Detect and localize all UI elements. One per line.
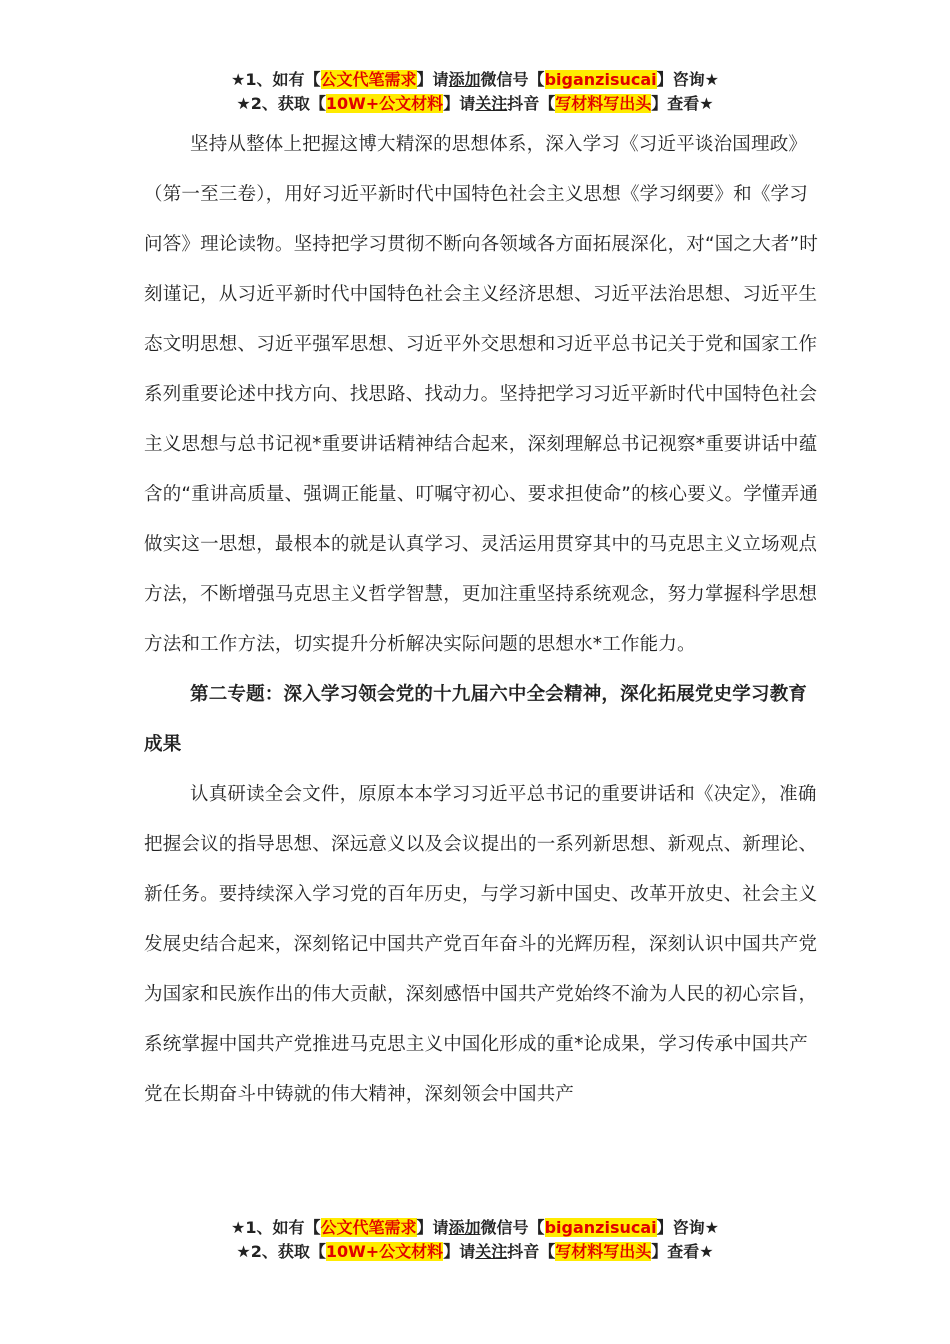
- banner-text: 微信号【: [480, 1218, 545, 1237]
- banner-line-2: [0, 1240, 950, 1264]
- banner-text: ★1、如有【: [231, 70, 321, 89]
- banner-underline: 添加: [448, 1218, 481, 1237]
- banner-highlight: 写材料写出头: [555, 94, 652, 113]
- banner-line-2: [0, 92, 950, 116]
- banner-text: 】查看★: [651, 1242, 714, 1261]
- document-body: [144, 120, 820, 1120]
- banner-highlight: biganzisucai: [544, 70, 657, 89]
- banner-highlight: 10W+公文材料: [325, 94, 444, 113]
- banner-text: 微信号【: [480, 70, 545, 89]
- paragraph-2: 认真研读全会文件，原原本本学习习近平总书记的重要讲话和《决定》，准确把握会议的指导思想、深远意义以及会议提出的一系列新思想、新观点、新理论、新任务。要持续深入学习党的百年历史，与学习新中国史、改革开放史、社会主义发展史结合起来，深刻铭记中国共产党百年奋斗的光辉历程，深刻认识中国共产党为国家和民族作出的伟大贡献，深刻感悟中国共产党始终不渝为人民的初心宗旨，系统掌握中国共产党推进马克思主义中国化形成的重*论成果，学习传承中国共产党在长期奋斗中铸就的伟大精神，深刻领会中国共产: [144, 784, 818, 1105]
- banner-highlight: 10W+公文材料: [325, 1242, 444, 1261]
- banner-text: 】查看★: [651, 94, 714, 113]
- banner-underline: 关注: [475, 94, 508, 113]
- banner-highlight: 写材料写出头: [555, 1242, 652, 1261]
- footer-banner: [0, 1216, 950, 1264]
- banner-text: ★1、如有【: [231, 1218, 321, 1237]
- banner-text: 】咨询★: [656, 70, 719, 89]
- banner-text: 】请: [416, 70, 449, 89]
- banner-highlight: 公文代笔需求: [320, 1218, 417, 1237]
- banner-highlight: 公文代笔需求: [320, 70, 417, 89]
- banner-text: ★2、获取【: [236, 94, 326, 113]
- header-banner: [0, 68, 950, 116]
- banner-highlight: biganzisucai: [544, 1218, 657, 1237]
- section-heading: 第二专题：深入学习领会党的十九届六中全会精神，深化拓展党史学习教育成果: [144, 684, 808, 755]
- banner-line-1: [0, 1216, 950, 1240]
- banner-text: ★2、获取【: [236, 1242, 326, 1261]
- banner-text: 】请: [416, 1218, 449, 1237]
- paragraph-1: 坚持从整体上把握这博大精深的思想体系，深入学习《习近平谈治国理政》（第一至三卷），用好习近平新时代中国特色社会主义思想《学习纲要》和《学习问答》理论读物。坚持把学习贯彻不断向各领域各方面拓展深化，对“国之大者”时刻谨记，从习近平新时代中国特色社会主义经济思想、习近平法治思想、习近平生态文明思想、习近平强军思想、习近平外交思想和习近平总书记关于党和国家工作系列重要论述中找方向、找思路、找动力。坚持把学习习近平新时代中国特色社会主义思想与总书记视*重要讲话精神结合起来，深刻理解总书记视察*重要讲话中蕴含的“重讲高质量、强调正能量、叮嘱守初心、要求担使命”的核心要义。学懂弄通做实这一思想，最根本的就是认真学习、灵活运用贯穿其中的马克思主义立场观点方法，不断增强马克思主义哲学智慧，更加注重坚持系统观念，努力掌握科学思想方法和工作方法，切实提升分析解决实际问题的思想水*工作能力。: [144, 134, 819, 655]
- banner-line-1: [0, 68, 950, 92]
- banner-text: 抖音【: [507, 1242, 556, 1261]
- banner-underline: 添加: [448, 70, 481, 89]
- banner-text: 抖音【: [507, 94, 556, 113]
- banner-underline: 关注: [475, 1242, 508, 1261]
- banner-text: 】请: [443, 1242, 476, 1261]
- banner-text: 】咨询★: [656, 1218, 719, 1237]
- banner-text: 】请: [443, 94, 476, 113]
